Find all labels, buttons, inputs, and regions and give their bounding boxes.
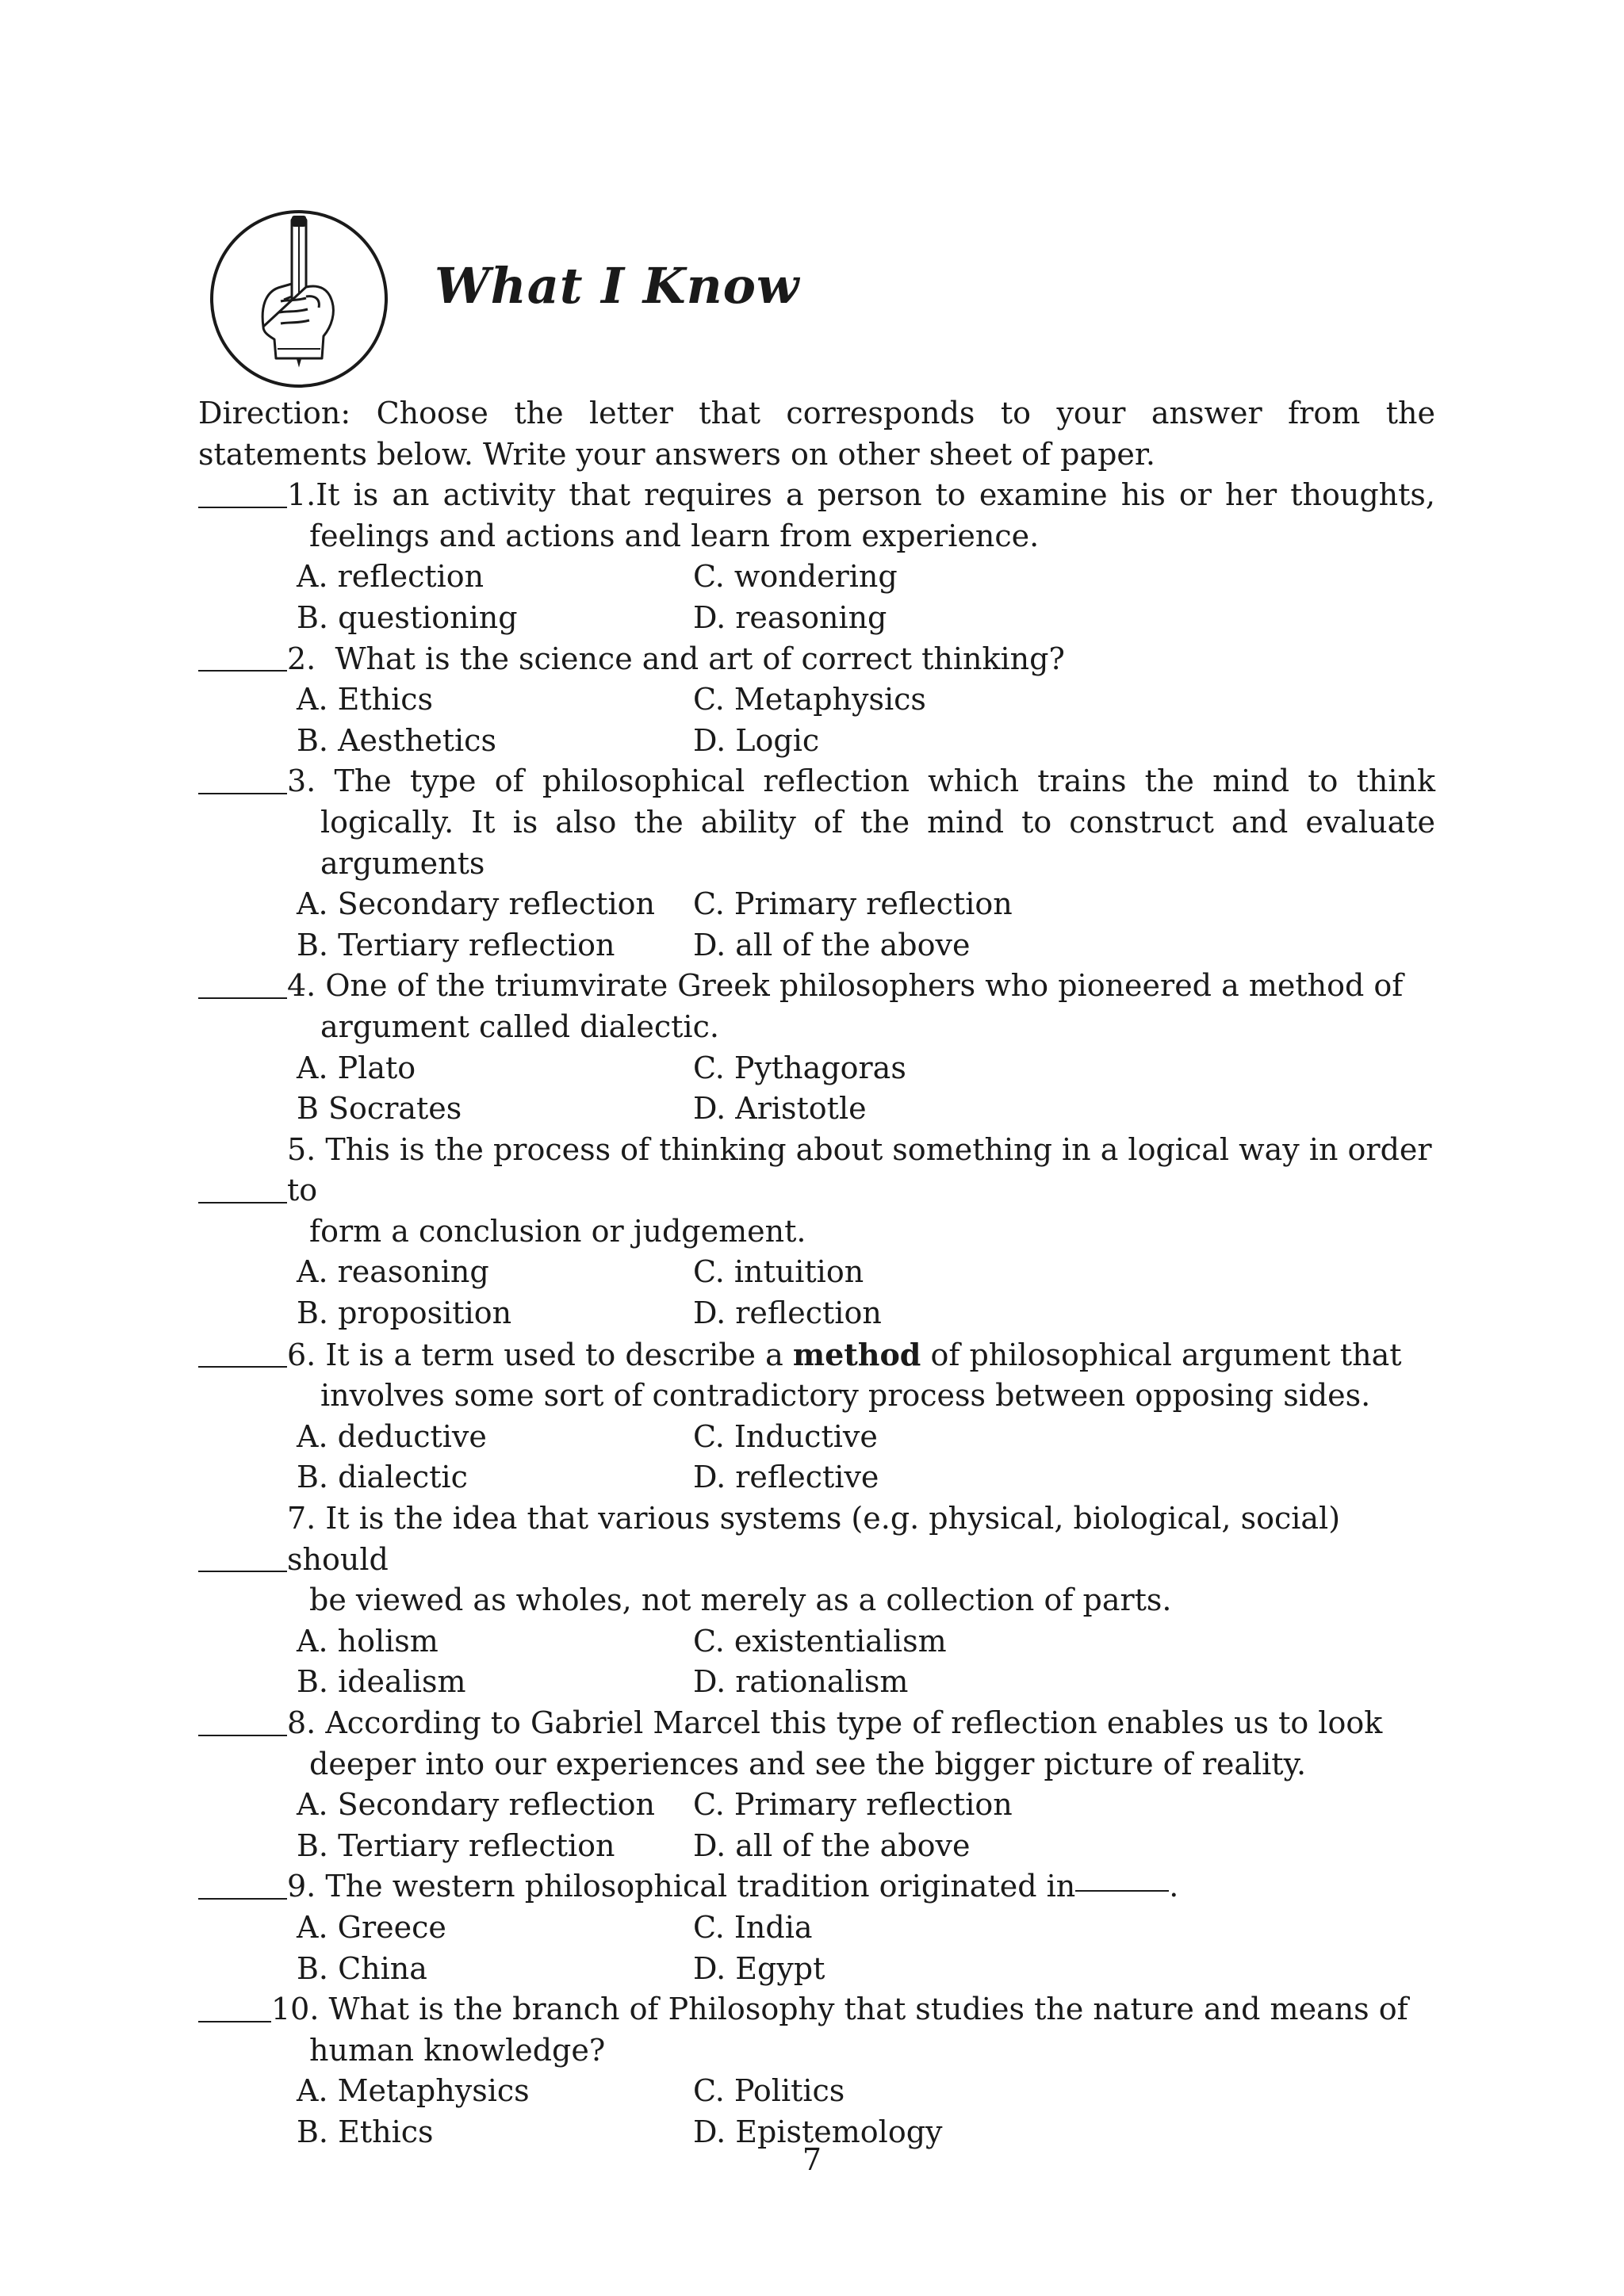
fill-in-blank [1075,1889,1169,1892]
choice-a: A. holism [297,1623,439,1659]
choice-d: D. reflective [693,1460,879,1495]
answer-blank[interactable] [198,1365,287,1368]
choice-a: A. reasoning [297,1254,489,1290]
hand-pencil-icon [208,208,390,390]
question-5: 5. This is the process of thinking about something in a logical way in order to form a conclusion or judgement. A. reasoning C. intuition B. proposition D. reflection [198,1130,1435,1334]
choice-c: C. Inductive [693,1418,878,1454]
quiz-content [198,393,1435,2153]
choice-b: B. questioning [297,599,518,635]
choice-d: D. Epistemology [693,2114,943,2149]
choice-d: D. Logic [693,722,820,758]
choice-a: A. deductive [297,1418,487,1454]
choice-c: C. Primary reflection [693,1787,1013,1823]
choice-c: C. Metaphysics [693,682,926,718]
page-number: 7 [802,2142,822,2177]
choice-c: C. wondering [693,559,898,595]
choice-list [198,1048,1435,1130]
choice-list [198,2071,1435,2152]
choice-a: A. Plato [297,1050,416,1085]
choice-d: D. reasoning [693,599,887,635]
answer-blank[interactable] [198,669,287,672]
choice-d: D. Egypt [693,1950,825,1986]
choice-list [198,884,1435,966]
choice-list [198,1621,1435,1703]
emphasis-word: method [792,1336,921,1372]
choice-d: D. reflection [693,1295,882,1331]
question-1: 1.It is an activity that requires a person to examine his or her thoughts, feelings and actions and learn from experience. A. reflection C. wondering B. questioning D. reasoning [198,475,1435,638]
question-10: 10. What is the branch of Philosophy that studies the nature and means of human knowledge? A. Metaphysics C. Politics B. Ethics D. Epistemology [198,1989,1435,2152]
choice-c: C. India [693,1909,813,1945]
choice-list [198,1908,1435,1989]
answer-blank[interactable] [198,1897,287,1900]
answer-blank[interactable] [198,792,287,794]
question-6: 6. It is a term used to describe a method of philosophical argument that involves some sort of contradictory process between opposing sides. A. deductive C. Inductive B. dialectic D. reflective [198,1334,1435,1498]
page-title: What I Know [435,257,800,315]
choice-d: D. rationalism [693,1664,909,1700]
question-3: 3. The type of philosophical reflection which trains the mind to think logically. It is also the ability of the mind to construct and evaluate arguments A. Secondary reflection C. Primary reflection B. Tertiary reflection D. all of the above [198,761,1435,966]
choice-c: C. intuition [693,1254,864,1290]
question-8: 8. According to Gabriel Marcel this type of reflection enables us to look deeper into our experiences and see the bigger picture of reality. A. Secondary reflection C. Primary reflection B. Tertiary reflection D. all of the above [198,1703,1435,1866]
choice-b: B. Aesthetics [297,722,496,758]
choice-a: A. Ethics [297,682,434,718]
choice-a: A. Greece [297,1909,446,1945]
answer-blank[interactable] [198,2020,271,2022]
choice-c: C. existentialism [693,1623,947,1659]
choice-d: D. Aristotle [693,1091,867,1127]
choice-a: A. Metaphysics [297,2073,530,2109]
choice-b: B. idealism [297,1664,466,1700]
choice-a: A. Secondary reflection [297,886,655,922]
choice-d: D. all of the above [693,927,971,962]
choice-c: C. Politics [693,2073,845,2109]
choice-d: D. all of the above [693,1827,971,1863]
answer-blank[interactable] [198,1201,287,1203]
choice-list [198,1417,1435,1498]
choice-b: B. China [297,1950,427,1986]
choice-c: C. Primary reflection [693,886,1013,922]
choice-list [198,1785,1435,1866]
choice-b: B Socrates [297,1091,462,1127]
question-4: 4. One of the triumvirate Greek philosophers who pioneered a method of argument called dialectic. A. Plato C. Pythagoras B Socrates D. Aristotle [198,966,1435,1129]
choice-a: A. reflection [297,559,485,595]
answer-blank[interactable] [198,1570,287,1572]
answer-blank[interactable] [198,997,287,999]
answer-blank[interactable] [198,1734,287,1736]
answer-blank[interactable] [198,506,287,508]
question-2: 2. What is the science and art of correct thinking? A. Ethics C. Metaphysics B. Aesthetics D. Logic [198,639,1435,762]
choice-b: B. Tertiary reflection [297,927,615,962]
choice-b: B. Ethics [297,2114,434,2149]
choice-a: A. Secondary reflection [297,1787,655,1823]
choice-b: B. Tertiary reflection [297,1827,615,1863]
choice-c: C. Pythagoras [693,1050,906,1085]
question-7: 7. It is the idea that various systems (e.g. physical, biological, social) should be viewed as wholes, not merely as a collection of parts. A. holism C. existentialism B. idealism D. rationalism [198,1498,1435,1703]
choice-b: B. proposition [297,1295,512,1331]
choice-list [198,679,1435,761]
choice-b: B. dialectic [297,1460,468,1495]
choice-list [198,557,1435,638]
choice-list [198,1252,1435,1334]
question-9: 9. The western philosophical tradition originated in . A. Greece C. India B. China D. Egypt [198,1866,1435,1989]
direction-text: Direction: Choose the letter that corresponds to your answer from the statements below. Write your answers on other sheet of paper. [198,396,1435,472]
